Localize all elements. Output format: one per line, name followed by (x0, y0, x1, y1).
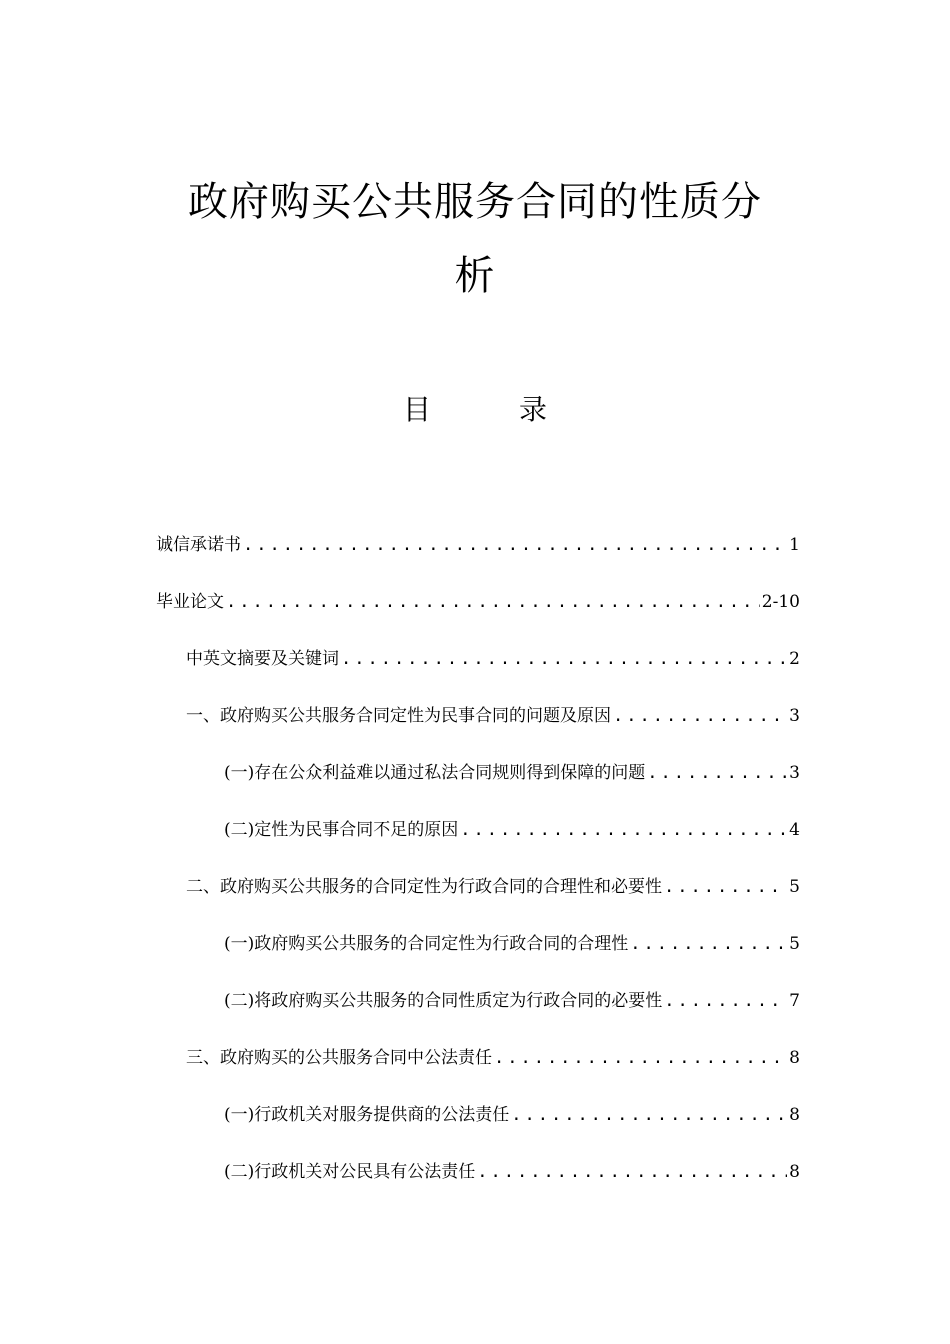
toc-entry-label: (一)存在公众利益难以通过私法合同规则得到保障的问题 (224, 763, 646, 783)
toc-dot-leader (477, 1159, 787, 1185)
toc-entry[interactable] (186, 874, 800, 900)
toc-entry[interactable] (186, 1045, 800, 1071)
toc-entry-label: 毕业论文 (156, 592, 224, 612)
document-title-line-2: 析 (454, 253, 496, 299)
toc-dot-leader (647, 760, 787, 786)
toc-dot-leader (494, 1045, 787, 1071)
toc-entry-label: (二)行政机关对公民具有公法责任 (224, 1162, 476, 1182)
toc-page-number: 8 (789, 1162, 800, 1182)
toc-dot-leader (341, 646, 787, 672)
toc-entry[interactable] (224, 1159, 800, 1185)
toc-page-number: 4 (789, 820, 800, 840)
toc-page-number: 3 (789, 706, 800, 726)
toc-entry-label: 二、政府购买公共服务的合同定性为行政合同的合理性和必要性 (186, 877, 662, 897)
toc-page-number: 2-10 (761, 592, 800, 612)
toc-dot-leader (511, 1102, 787, 1128)
toc-entry[interactable] (224, 760, 800, 786)
toc-page-number: 3 (789, 763, 800, 783)
toc-page-number: 1 (789, 535, 800, 555)
toc-entry[interactable] (224, 931, 800, 957)
toc-entry[interactable] (156, 532, 800, 558)
toc-page-number: 8 (789, 1105, 800, 1125)
toc-page-number: 8 (789, 1048, 800, 1068)
toc-entry[interactable] (156, 589, 800, 615)
toc-dot-leader (664, 988, 787, 1014)
toc-entry[interactable] (186, 646, 800, 672)
toc-entry-label: 诚信承诺书 (156, 535, 241, 555)
toc-entry-label: (一)行政机关对服务提供商的公法责任 (224, 1105, 510, 1125)
toc-page-number: 5 (789, 934, 800, 954)
toc-entry-label: 三、政府购买的公共服务合同中公法责任 (186, 1048, 492, 1068)
toc-dot-leader (613, 703, 787, 729)
toc-dot-leader (243, 532, 787, 558)
toc-entry-label: (一)政府购买公共服务的合同定性为行政合同的合理性 (224, 934, 629, 954)
toc-entry[interactable] (224, 988, 800, 1014)
toc-page-number: 5 (789, 877, 800, 897)
toc-page-number: 2 (789, 649, 800, 669)
toc-entry[interactable] (224, 817, 800, 843)
toc-heading: 目 录 (402, 393, 577, 426)
toc-dot-leader (460, 817, 787, 843)
toc-entry-label: 一、政府购买公共服务合同定性为民事合同的问题及原因 (186, 706, 611, 726)
document-title-line-1: 政府购买公共服务合同的性质分 (188, 179, 762, 225)
toc-entry-label: (二)定性为民事合同不足的原因 (224, 820, 459, 840)
toc-entry-label: 中英文摘要及关键词 (186, 649, 339, 669)
toc-entry[interactable] (224, 1102, 800, 1128)
toc-entry-label: (二)将政府购买公共服务的合同性质定为行政合同的必要性 (224, 991, 663, 1011)
toc-dot-leader (664, 874, 787, 900)
toc-dot-leader (630, 931, 787, 957)
toc-page-number: 7 (789, 991, 800, 1011)
toc-dot-leader (226, 589, 760, 615)
toc-entry[interactable] (186, 703, 800, 729)
